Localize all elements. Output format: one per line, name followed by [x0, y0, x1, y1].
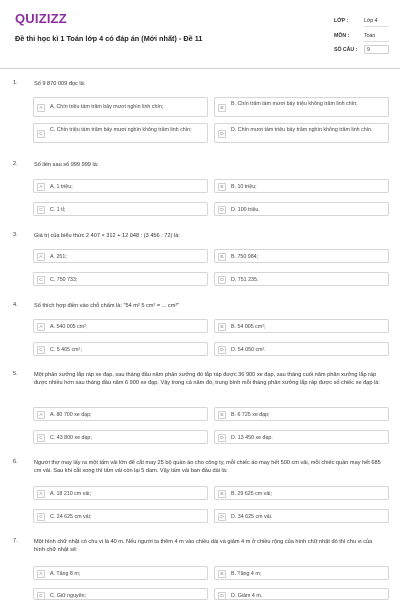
- option-letter: B: [218, 490, 226, 498]
- question-number: 5.: [13, 371, 18, 377]
- option-letter: A: [37, 490, 45, 498]
- option-letter: B: [218, 253, 226, 261]
- question-number: 4.: [13, 302, 18, 308]
- option-d[interactable]: [214, 202, 389, 216]
- option-text: B. Chín trăm tám mươi bảy triệu không trăm linh chín;: [231, 101, 358, 107]
- option-d[interactable]: [214, 342, 389, 356]
- option-letter: A: [37, 253, 45, 261]
- meta-count-value: 9: [364, 45, 389, 54]
- meta-count-label: SỐ CÂU :: [334, 47, 358, 53]
- option-c[interactable]: [33, 509, 208, 523]
- option-text: A. Tăng 8 m;: [50, 571, 81, 577]
- option-text: B. 10 triệu;: [231, 184, 257, 190]
- option-text: B. Tăng 4 m;: [231, 571, 262, 577]
- option-text: C. Chín triệu tám trăm bảy mươi nghìn không trăm linh chín;: [50, 127, 192, 133]
- option-letter: A: [37, 570, 45, 578]
- option-text: D. 751 235.: [231, 277, 259, 283]
- option-a[interactable]: [33, 407, 208, 421]
- option-b[interactable]: [214, 179, 389, 193]
- option-text: D. 100 triệu.: [231, 207, 260, 213]
- option-c[interactable]: [33, 430, 208, 444]
- option-b[interactable]: [214, 319, 389, 333]
- question-text: Người thợ may lấy ra một tấm vải lớn để cắt may 25 bộ quần áo cho công ty, mỗi chiếc áo may hết 500 cm vải, mỗi chiếc quần may hết 685 cm vải. Sau khi cắt xong thì tấm vải còn lại 5 dam. Vậy tấm vải ban đầu dài là:: [34, 460, 381, 474]
- option-b[interactable]: [214, 566, 389, 580]
- option-text: C. 1 tỉ;: [50, 207, 66, 213]
- option-c[interactable]: [33, 123, 208, 143]
- question-text: Một hình chữ nhật có chu vi là 40 m. Nếu người ta thêm 4 m vào chiều dài và giảm 4 m ở chiều rộng của hình chữ nhật đó thì chu vi của hình chữ nhật sẽ:: [34, 539, 373, 553]
- option-text: D. 34 625 cm vải.: [231, 514, 273, 520]
- option-a[interactable]: [33, 319, 208, 333]
- option-letter: D: [218, 130, 226, 138]
- option-a[interactable]: [33, 566, 208, 580]
- option-letter: C: [37, 434, 45, 442]
- question-number: 6.: [13, 459, 18, 465]
- question-text: Số liền sau số 999 999 là:: [34, 162, 99, 168]
- option-text: A. 80 700 xe đạp;: [50, 412, 92, 418]
- option-letter: D: [218, 513, 226, 521]
- meta-class-label: LỚP :: [334, 18, 349, 24]
- option-text: B. 29 625 cm vải;: [231, 491, 272, 497]
- option-letter: C: [37, 206, 45, 214]
- option-letter: B: [218, 411, 226, 419]
- option-b[interactable]: [214, 249, 389, 263]
- option-letter: A: [37, 183, 45, 191]
- option-d[interactable]: [214, 588, 389, 600]
- option-text: C. 5 405 cm²;: [50, 347, 82, 353]
- option-letter: C: [37, 346, 45, 354]
- meta-subject-label: MÔN :: [334, 33, 350, 39]
- option-b[interactable]: [214, 407, 389, 421]
- worksheet-header: [0, 0, 400, 66]
- option-c[interactable]: [33, 272, 208, 286]
- quizizz-logo: QUIZIZZ: [15, 11, 67, 26]
- option-b[interactable]: [214, 486, 389, 500]
- option-text: D. Chín mươi tám triệu bảy trăm nghìn không trăm linh chín.: [231, 127, 373, 133]
- option-text: C. 43 800 xe đạp;: [50, 435, 92, 441]
- question-number: 7.: [13, 538, 18, 544]
- option-letter: D: [218, 276, 226, 284]
- meta-subject-value: Toán: [364, 33, 389, 42]
- question-number: 2.: [13, 161, 18, 167]
- option-letter: D: [218, 346, 226, 354]
- option-text: A. 540 005 cm²;: [50, 324, 88, 330]
- option-d[interactable]: [214, 509, 389, 523]
- option-text: B. 6 725 xe đạp;: [231, 412, 270, 418]
- option-letter: C: [37, 130, 45, 138]
- option-a[interactable]: [33, 97, 208, 117]
- option-letter: D: [218, 434, 226, 442]
- question-text: Một phân xưởng lắp ráp xe đạp, sau tháng đầu năm phân xưởng đó lắp ráp được 36 900 xe đạp, sau tháng cuối năm phân xưởng lắp ráp được nhiều hơn sau tháng đầu năm 6 900 xe đạp. Vậy trong cả năm đó, trung bình mỗi tháng phân xưởng lắp ráp được số chiếc xe đạp là:: [34, 372, 380, 386]
- option-c[interactable]: [33, 202, 208, 216]
- header-divider: [0, 68, 400, 69]
- option-text: C. 24 625 cm vải;: [50, 514, 92, 520]
- option-text: A. 18 210 cm vải;: [50, 491, 91, 497]
- option-text: B. 54 005 cm²;: [231, 324, 266, 330]
- question-number: 3.: [13, 232, 18, 238]
- option-c[interactable]: [33, 588, 208, 600]
- option-text: B. 750 984;: [231, 254, 259, 260]
- option-text: A. 251;: [50, 254, 67, 260]
- option-d[interactable]: [214, 123, 389, 143]
- option-text: D. 54 050 cm².: [231, 347, 266, 353]
- option-letter: B: [218, 104, 226, 112]
- question-text: Giá trị của biểu thức 2 407 × 312 + 12 048 : (3 456 : 72) là:: [34, 233, 180, 239]
- option-text: C. 750 733;: [50, 277, 78, 283]
- option-letter: B: [218, 183, 226, 191]
- option-a[interactable]: [33, 486, 208, 500]
- option-letter: A: [37, 323, 45, 331]
- option-letter: C: [37, 592, 45, 600]
- option-letter: D: [218, 206, 226, 214]
- option-a[interactable]: [33, 249, 208, 263]
- option-letter: D: [218, 592, 226, 600]
- option-a[interactable]: [33, 179, 208, 193]
- option-letter: B: [218, 323, 226, 331]
- question-text: Số thích hợp điền vào chỗ chấm là: "54 m² 5 cm² = ... cm²": [34, 303, 180, 309]
- option-letter: C: [37, 513, 45, 521]
- option-letter: A: [37, 411, 45, 419]
- meta-class-value: Lớp 4: [364, 18, 389, 27]
- option-text: A. 1 triệu;: [50, 184, 73, 190]
- option-text: C. Giữ nguyên;: [50, 593, 86, 599]
- option-b[interactable]: [214, 97, 389, 117]
- option-letter: C: [37, 276, 45, 284]
- option-text: D. Giảm 4 m.: [231, 593, 263, 599]
- option-d[interactable]: [214, 430, 389, 444]
- option-letter: B: [218, 570, 226, 578]
- question-number: 1.: [13, 80, 18, 86]
- option-text: D. 13 450 xe đạp.: [231, 435, 273, 441]
- option-text: A. Chín triệu tám trăm bảy mươi nghìn linh chín;: [50, 104, 164, 110]
- option-letter: A: [37, 104, 45, 112]
- worksheet-title: Đề thi học kì 1 Toán lớp 4 có đáp án (Mới nhất) - Đề 11: [15, 34, 203, 43]
- option-d[interactable]: [214, 272, 389, 286]
- option-c[interactable]: [33, 342, 208, 356]
- question-text: Số 9 870 009 đọc là:: [34, 81, 86, 87]
